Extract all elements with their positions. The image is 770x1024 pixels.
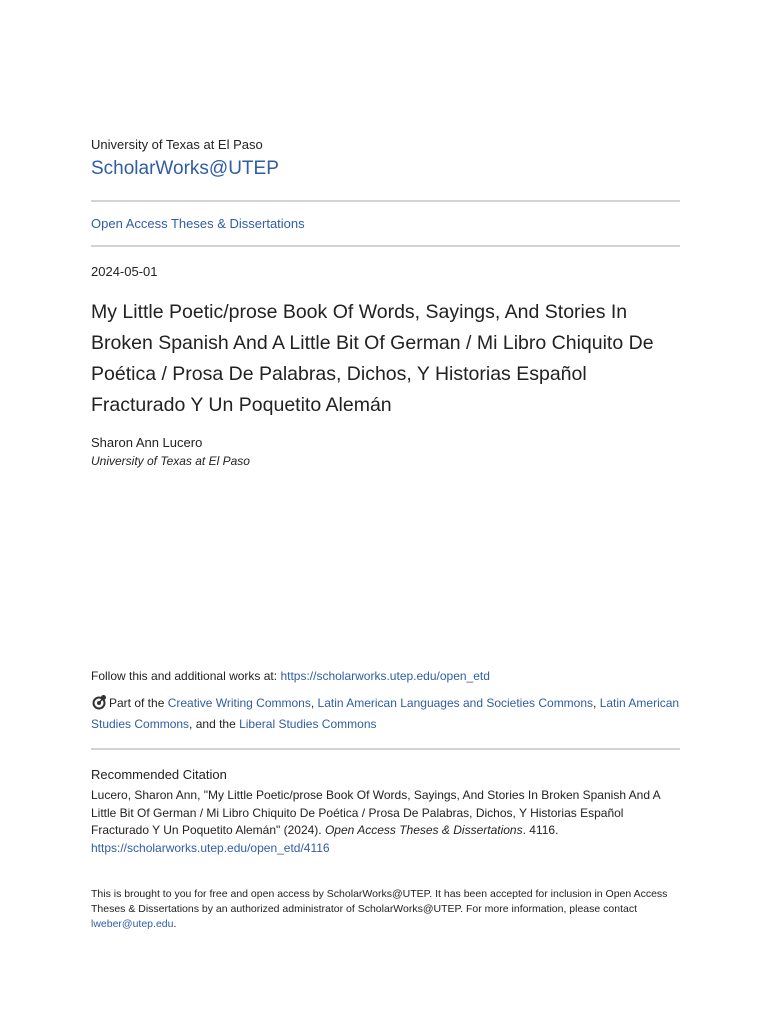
author-name: Sharon Ann Lucero	[91, 435, 203, 450]
repository-link[interactable]: ScholarWorks@UTEP	[91, 158, 279, 179]
collection-link[interactable]: Open Access Theses & Dissertations	[91, 216, 305, 231]
commons-link-liberal-studies[interactable]: Liberal Studies Commons	[239, 717, 377, 731]
part-of-prefix: Part of the	[109, 696, 168, 710]
divider	[91, 200, 680, 202]
citation-series: Open Access Theses & Dissertations	[324, 823, 523, 837]
footer-period: .	[173, 918, 177, 930]
part-of-line	[91, 693, 680, 735]
citation-body: Lucero, Sharon Ann, "My Little Poetic/prose Book Of Words, Sayings, And Stories In Broken Spanish And A Little Bit Of German / Mi Libro Chiquito De Poética / Prosa De Palabras, Dichos, Y Historias Español Fracturado Y Un Poquetito Alemán" (2024).	[91, 788, 661, 837]
institution-name: University of Texas at El Paso	[91, 137, 263, 152]
commons-link-latin-american-languages[interactable]: Latin American Languages and Societies Commons	[317, 696, 594, 710]
separator: ,	[310, 696, 318, 710]
document-title: My Little Poetic/prose Book Of Words, Sayings, And Stories In Broken Spanish And A Little Bit Of German / Mi Libro Chiquito De Poética / Prosa De Palabras, Dichos, Y Historias Español Fracturado Y Un Poquetito Alemán	[91, 301, 654, 416]
commons-link-latin-american-studies[interactable]: Latin American Studies Commons	[91, 696, 680, 731]
access-notice	[91, 887, 680, 932]
separator: , and the	[189, 717, 240, 731]
divider	[91, 245, 680, 247]
separator: ,	[593, 696, 600, 710]
commons-link-creative-writing[interactable]: Creative Writing Commons	[167, 696, 311, 710]
contact-email-link[interactable]: lweber@utep.edu	[91, 918, 174, 930]
network-icon	[91, 694, 107, 710]
citation-link[interactable]: https://scholarworks.utep.edu/open_etd/4116	[91, 840, 330, 855]
divider	[91, 748, 680, 750]
follow-line	[91, 669, 490, 683]
citation-number: . 4116.	[522, 823, 559, 837]
access-notice-text: This is brought to you for free and open access by ScholarWorks@UTEP. It has been accepted for inclusion in Open Access Theses & Dissertations by an authorized administrator of ScholarWorks@UTEP. For more information, please contact	[91, 888, 668, 915]
citation-text	[91, 787, 683, 857]
author-affiliation: University of Texas at El Paso	[91, 454, 250, 468]
citation-heading: Recommended Citation	[91, 767, 227, 782]
follow-link[interactable]: https://scholarworks.utep.edu/open_etd	[280, 669, 490, 683]
publication-date: 2024-05-01	[91, 264, 158, 279]
follow-prefix: Follow this and additional works at:	[91, 669, 281, 683]
